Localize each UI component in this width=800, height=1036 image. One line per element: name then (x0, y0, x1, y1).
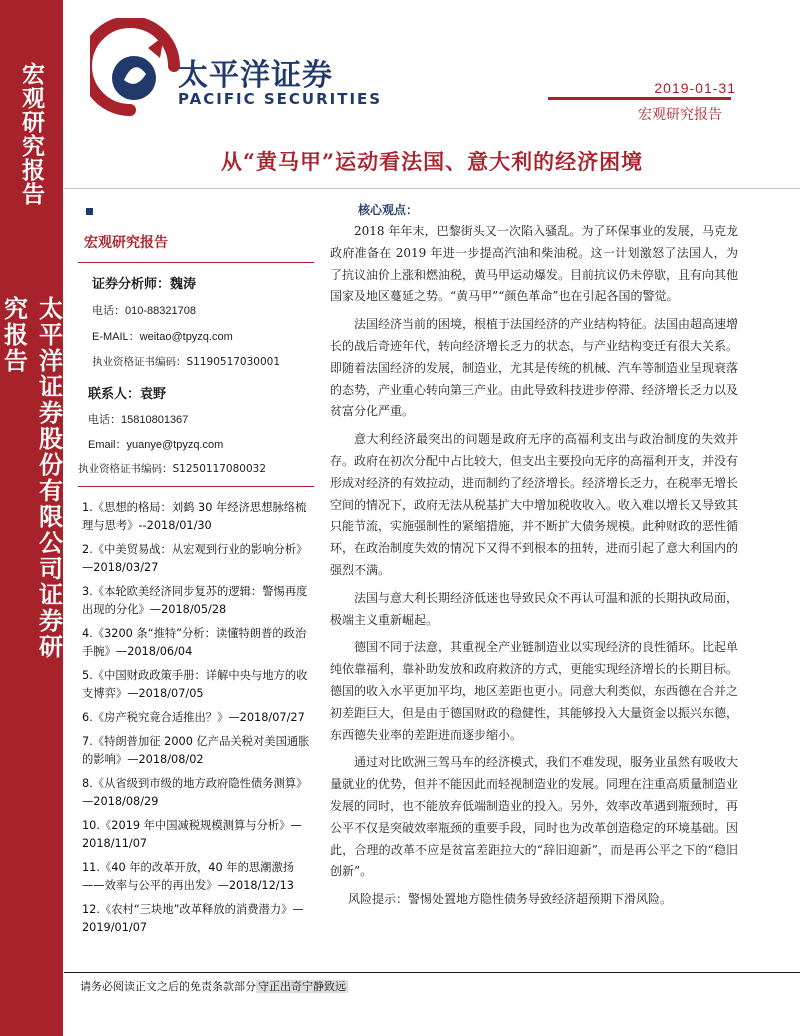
header-divider (548, 97, 731, 100)
contact-name: 联系人：袁野 (88, 387, 167, 402)
main-content (330, 201, 738, 911)
analyst-phone: 电话：010-88321708 (92, 305, 196, 317)
list-item: 3.《本轮欧美经济同步复苏的逻辑：警惕再度出现的分化》—2018/05/28 (82, 585, 308, 616)
related-reports-list (78, 499, 314, 937)
page-title: 从“黄马甲”运动看法国、意大利的经济困境 (220, 149, 644, 174)
analyst-email: E-MAIL：weitao@tpyzq.com (92, 331, 233, 343)
list-item: 1.《思想的格局：刘鹤 30 年经济思想脉络梳理与思考》--2018/01/30 (82, 501, 307, 532)
sidebar-top (0, 62, 63, 212)
list-item: 2.《中美贸易战：从宏观到行业的影响分析》—2018/03/27 (82, 543, 308, 574)
list-item: 11.《40 年的改革开放，40 年的思潮激扬——效率与公平的再出发》—2018/12/13 (82, 861, 295, 892)
contact-email: Email：yuanye@tpyzq.com (88, 439, 224, 451)
section-marker-icon (86, 208, 93, 215)
header-report-type: 宏观研究报告 (638, 107, 722, 123)
body-paragraph: 通过对比欧洲三驾马车的经济模式，我们不难发现，服务业虽然有吸收大量就业的优势，但并不能因此而轻视制造业的发展。同理在注重高质量制造业发展的同时，也不能放弃低端制造业的投入。另外，效率改革遇到瓶颈时，再公平不仅是突破效率瓶颈的重要手段，同时也为改革创造稳定的环境基础。因此，合理的改革不应是贫富差距拉大的“辞旧迎新”，而是再公平之下的“稳旧创新”。 (330, 755, 739, 879)
contact-phone: 电话：15810801367 (88, 414, 189, 426)
body-paragraph: 2018 年年末，巴黎街头又一次陷入骚乱。为了环保事业的发展，马克龙政府准备在 2019 年进一步提高汽油和柴油税。这一计划激怒了法国人，为了抗议油价上涨和燃油税，黄马甲运动爆发。目前抗议仍未停歇，且有向其他国家及地区蔓延之势。“黄马甲”“颜色革命”也在引起各国的警觉。 (330, 224, 739, 304)
disclaimer-text: 请务必阅读正文之后的免责条款部分 (80, 980, 256, 993)
list-item: 12.《农村“三块地”改革释放的消费潜力》—2019/01/07 (82, 903, 304, 934)
analyst-cert: 执业资格证书编码：S1190517030001 (92, 356, 281, 368)
sidebar-report-type: 宏观研究报告 (18, 62, 45, 206)
analyst-name: 证券分析师：魏涛 (92, 277, 197, 292)
left-column (78, 222, 314, 943)
list-item: 4.《3200 条“推特”分析：读懂特朗普的政治手腕》—2018/06/04 (82, 627, 307, 658)
footer-divider (64, 972, 800, 973)
left-divider-2 (78, 486, 314, 487)
core-viewpoint-label: 核心观点： (358, 203, 419, 217)
list-item: 5.《中国财政政策手册：详解中央与地方的收支博弈》—2018/07/05 (82, 669, 308, 700)
sidebar-bottom (0, 296, 63, 676)
brand-name-en: PACIFIC SECURITIES (178, 90, 383, 108)
left-divider (78, 262, 314, 263)
brand-name-cn: 太平洋证券 (178, 58, 333, 93)
body-paragraph: 法国与意大利长期经济低迷也导致民众不再认可温和派的长期执政局面，极端主义重新崛起。 (330, 590, 739, 627)
body-paragraph: 德国不同于法意，其重视全产业链制造业以实现经济的良性循环。比起单纯依靠福利，靠补助发放和政府救济的方式，更能实现经济增长的长期目标。德国的收入水平更加平均，地区差距也更小。同意大利类似，东西德在合并之初差距巨大，但是由于德国财政的稳健性，其能够投入大量资金以振兴东德，东西德失业率的差距进而逐步缩小。 (330, 640, 739, 742)
list-item: 7.《特朗普加征 2000 亿产品关税对美国通胀的影响》—2018/08/02 (82, 735, 310, 766)
report-date: 2019-01-31 (654, 80, 736, 96)
list-item: 6.《房产税究竟合适推出？》—2018/07/27 (82, 711, 305, 724)
footer (80, 978, 348, 994)
list-item: 8.《从省级到市级的地方政府隐性债务测算》—2018/08/29 (82, 777, 308, 808)
body-paragraph: 意大利经济最突出的问题是政府无序的高福利支出与政治制度的失效并存。政府在初次分配中占比较大，但支出主要投向无序的高福利开支，并没有形成对经济的有效拉动，进而制约了经济增长。经济增长乏力，在税率无增长空间的情况下，政府无法从税基扩大中增加税收收入。收入难以增长又导致其只能节流，实施强制性的紧缩措施，并不断扩大债务规模。此种财政的恶性循环，在政治制度失效的情况下又得不到根本的扭转，进而引起了意大利国内的强烈不满。 (330, 432, 739, 577)
left-heading: 宏观研究报告 (84, 235, 168, 251)
risk-warning: 风险提示：警惕处置地方隐性债务导致经济超预期下滑风险。 (348, 892, 673, 907)
sidebar-company-label: 太平洋证券股份有限公司证券研究报告 (0, 296, 64, 660)
company-motto: 守正出奇宁静致远 (258, 980, 346, 993)
body-paragraph: 法国经济当前的困境，根植于法国经济的产业结构特征。法国由超高速增长的战后奇迹年代，转向经济增长乏力的状态，与产业结构变迁有很大关系。即随着法国经济的发展，制造业，尤其是传统的机械、汽车等制造业呈现衰落的态势，产业重心转向第三产业。由此导致科技进步停滞、经济增长乏力以及贫富分化严重。 (330, 317, 739, 419)
list-item: 10.《2019 年中国减税规模测算与分析》—2018/11/07 (82, 819, 302, 850)
contact-cert: 执业资格证书编码：S1250117080032 (78, 463, 267, 475)
title-divider (64, 188, 800, 189)
